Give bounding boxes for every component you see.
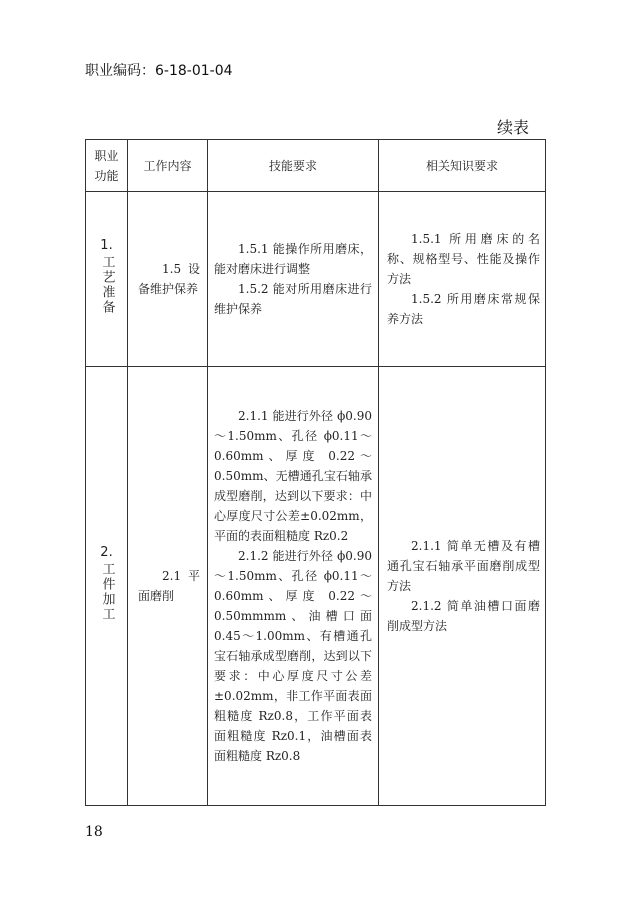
work-content: 1.5 设备维护保养 [138,262,200,296]
header-work-content: 工作内容 [128,140,208,192]
work-content-cell [128,367,208,806]
skill-item: 2.1.1 能进行外径 ϕ0.90～1.50mm、孔径 ϕ0.11～0.60mm、厚度 0.22～0.50mm、无槽通孔宝石轴承成型磨削，达到以下要求：中心厚度尺寸公差±0.02mm，平面的表面粗糙度 Rz0.2 [214,409,372,543]
skills-cell [208,367,379,806]
skills-cell [208,192,379,367]
function-name: 工艺准备 [99,255,115,315]
knowledge-cell [379,367,546,806]
table-row [86,192,546,367]
knowledge-item: 1.5.1 所用磨床的名称、规格型号、性能及操作方法 [387,232,540,286]
header-knowledge: 相关知识要求 [379,140,546,192]
work-content-cell [128,192,208,367]
function-cell [86,367,128,806]
skills-table [85,139,546,806]
knowledge-cell [379,192,546,367]
table-header-row [86,140,546,192]
function-number: 2. [100,545,113,560]
function-number: 1. [100,238,113,253]
skill-item: 1.5.1 能操作所用磨床，能对磨床进行调整 [214,242,372,276]
header-skills: 技能要求 [208,140,379,192]
occupation-code: 职业编码：6-18-01-04 [85,63,233,79]
skill-item: 1.5.2 能对所用磨床进行维护保养 [214,282,372,316]
table-row [86,367,546,806]
header-function [86,140,128,192]
page-number: 18 [85,824,103,840]
knowledge-item: 1.5.2 所用磨床常规保养方法 [387,292,540,326]
work-content: 2.1 平面磨削 [138,569,200,603]
header-function-text: 职业功能 [94,148,119,183]
skill-item: 2.1.2 能进行外径 ϕ0.90～1.50mm、孔径 ϕ0.11～0.60mm、厚度 0.22～0.50mmmm、油槽口面 0.45～1.00mm、有槽通孔宝石轴承成型磨削，达到以下要求：中心厚度尺寸公差±0.02mm，非工作平面表面粗糙度 Rz0.8，工作平面表面粗糙度 Rz0.1，油槽面表面粗糙度 Rz0.8 [214,549,372,763]
function-cell [86,192,128,367]
knowledge-item: 2.1.2 简单油槽口面磨削成型方法 [387,599,540,633]
continued-label: 续表 [497,118,530,137]
knowledge-item: 2.1.1 简单无槽及有槽通孔宝石轴承平面磨削成型方法 [387,539,540,593]
function-name: 工件加工 [99,562,115,622]
